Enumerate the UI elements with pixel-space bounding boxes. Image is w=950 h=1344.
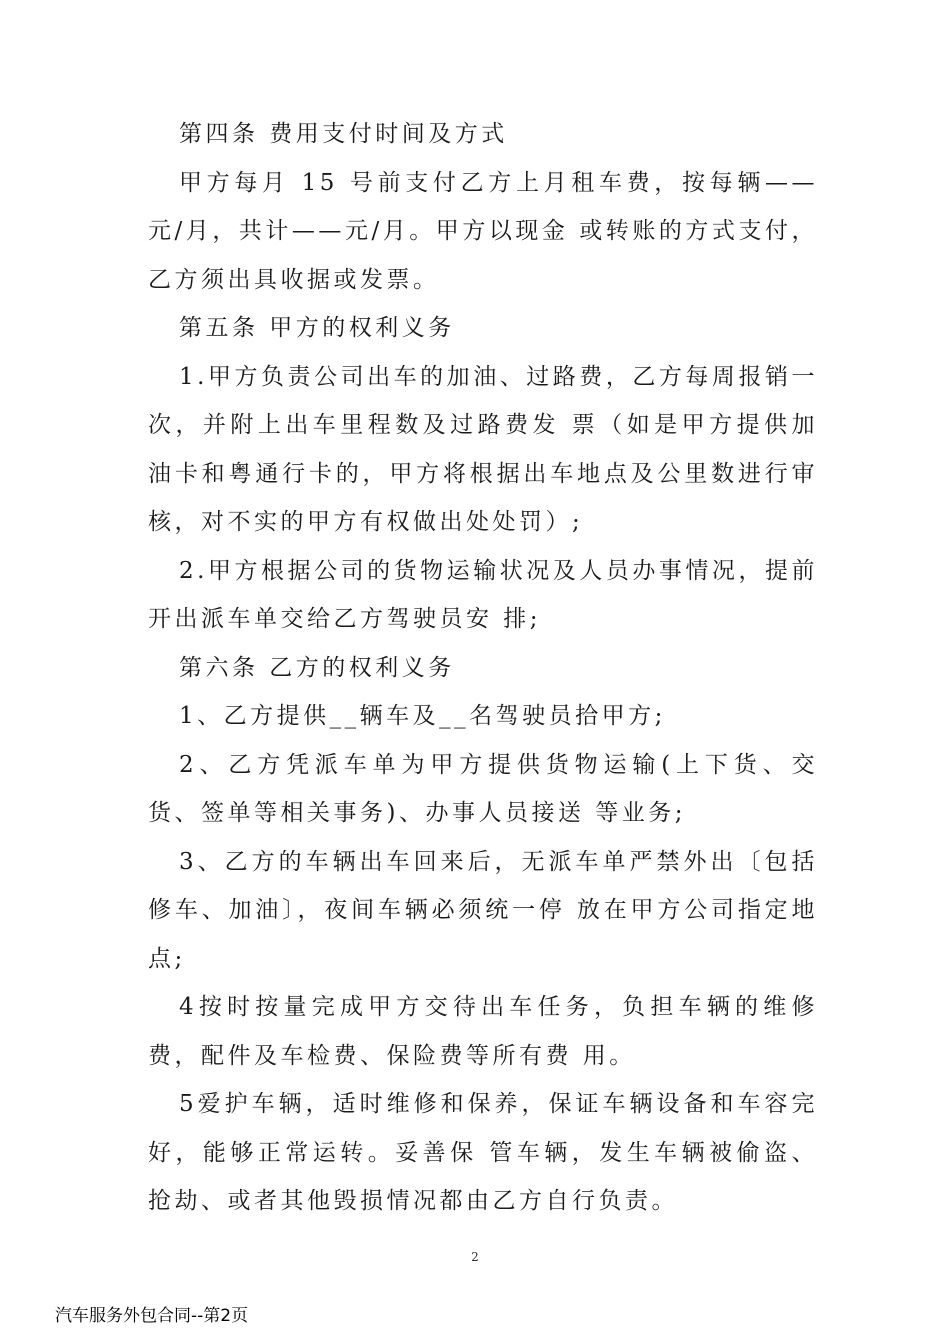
document-body: [148, 110, 818, 1226]
clause-party-a-1: 1.甲方负责公司出车的加油、过路费，乙方每周报销一次，并附上出车里程数及过路费发 票（如是甲方提供加油卡和粤通行卡的，甲方将根据出车地点及公里数进行审核，对不实的甲方有权做出处处罚）;: [148, 363, 818, 535]
section-heading-article-5: 第五条 甲方的权利义务: [179, 315, 455, 341]
section-heading-article-6: 第六条 乙方的权利义务: [179, 654, 455, 681]
footer-caption: 汽车服务外包合同--第2页: [55, 1306, 249, 1326]
clause-party-a-2: 2.甲方根据公司的货物运输状况及人员办事情况，提前开出派车单交给乙方驾驶员安 排;: [148, 557, 818, 632]
section-heading-article-4: 第四条 费用支付时间及方式: [179, 121, 508, 147]
clause-party-b-1: 1、乙方提供__辆车及__名驾驶员拾甲方;: [179, 703, 666, 729]
clause-party-b-3: 3、乙方的车辆出车回来后，无派车单严禁外出〔包括修车、加油〕，夜间车辆必须统一停 放在甲方公司指定地点;: [148, 848, 818, 972]
paragraph-payment-terms: 甲方每月 15 号前支付乙方上月租车费，按每辆——元/月，共计——元/月。甲方以现金 或转账的方式支付，乙方须出具收据或发票。: [148, 169, 818, 293]
page-number: 2: [471, 1250, 479, 1264]
clause-party-b-5: 5爱护车辆，适时维修和保养，保证车辆设备和车容完好，能够正常运转。妥善保 管车辆，发生车辆被偷盗、抢劫、或者其他毁损情况都由乙方自行负责。: [148, 1091, 818, 1214]
clause-party-b-4: 4按时按量完成甲方交待出车任务，负担车辆的维修费，配件及车检费、保险费等所有费 用。: [148, 994, 818, 1069]
clause-party-b-2: 2、乙方凭派车单为甲方提供货物运输(上下货、交货、签单等相关事务)、办事人员接送 等业务;: [148, 751, 818, 826]
